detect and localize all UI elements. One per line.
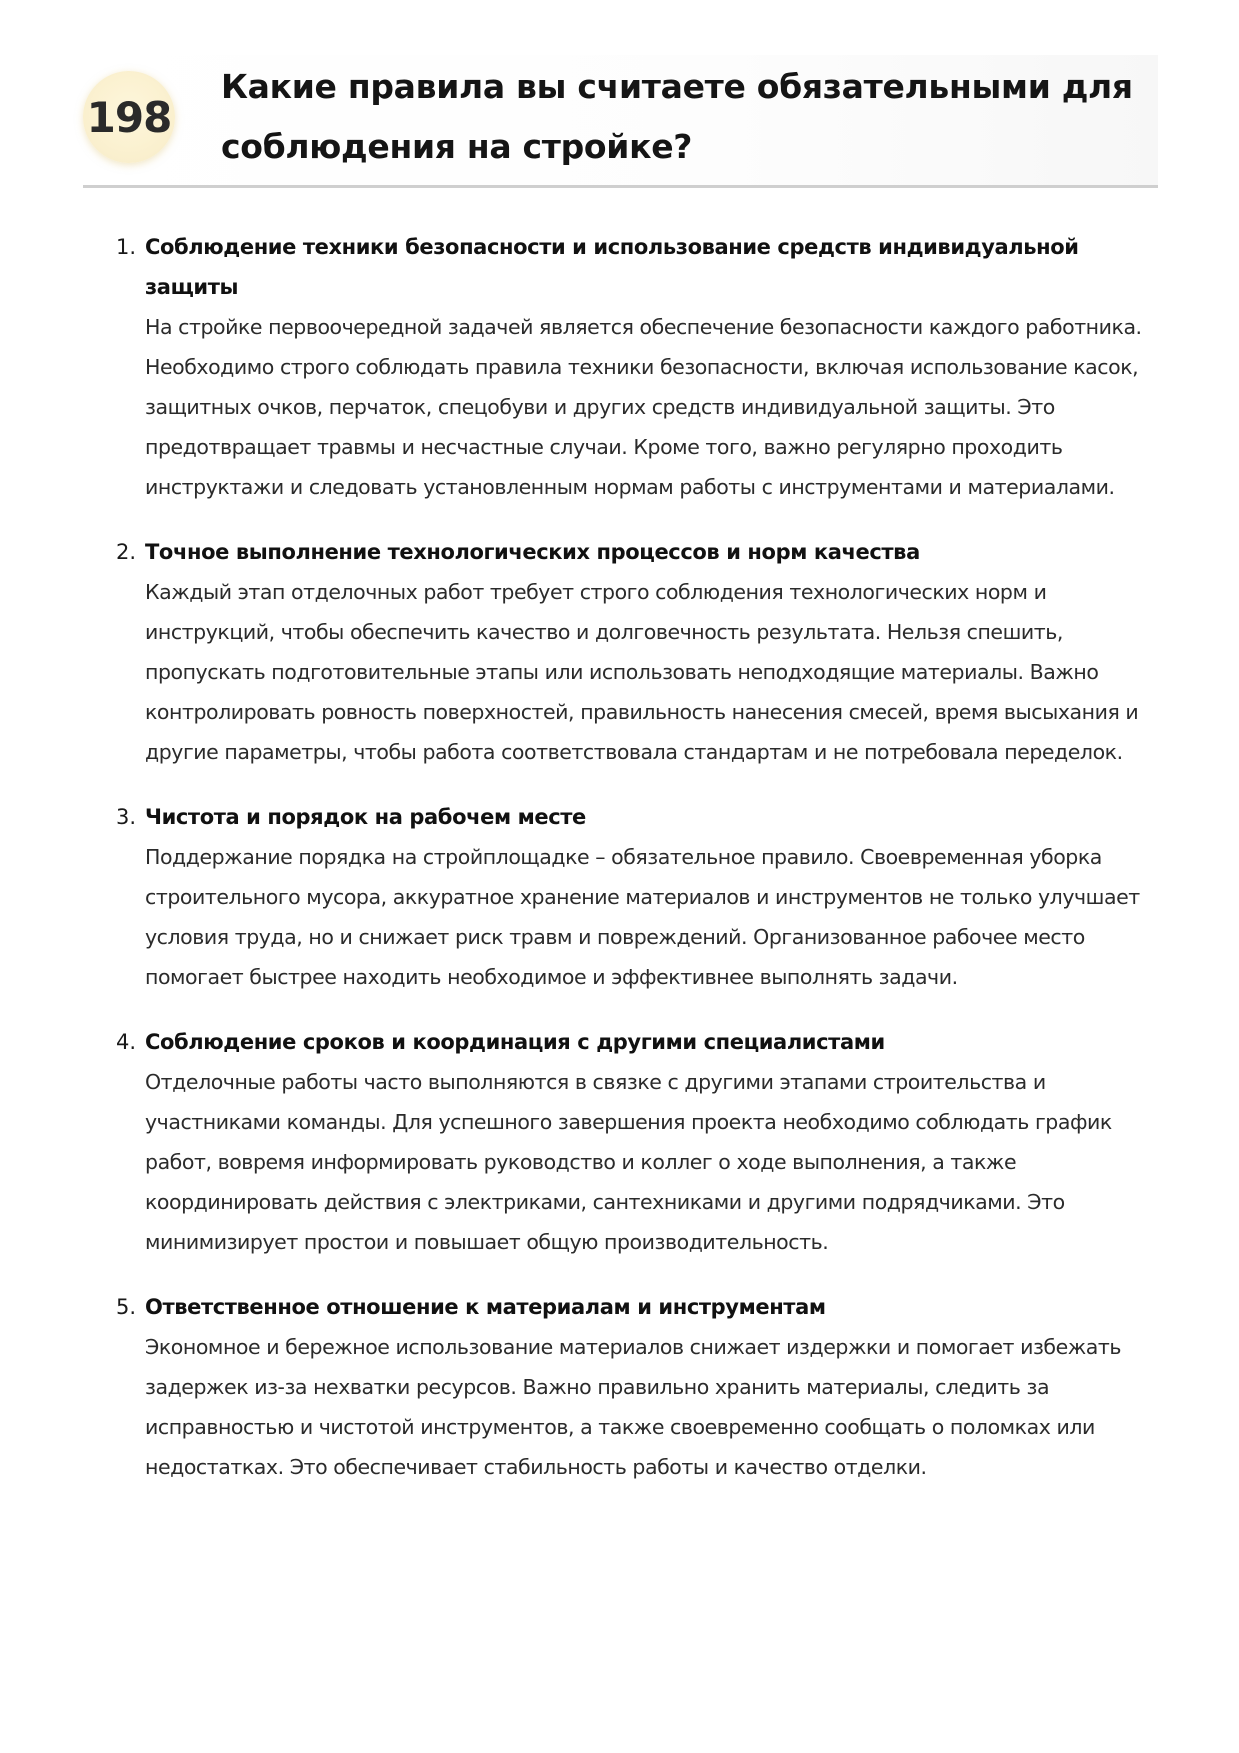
list-item-body: Экономное и бережное использование материалов снижает издержки и помогает избежать задержек из-за нехватки ресурсов. Важно правильно хранить материалы, следить за исправностью и чистотой инструментов, а также своевременно сообщать о поломках или недостатках. Это обеспечивает стабильность работы и качество отделки. xyxy=(145,1335,1122,1479)
list-item-heading: Точное выполнение технологических процессов и норм качества xyxy=(145,540,920,564)
list-item-body: Каждый этап отделочных работ требует строго соблюдения технологических норм и инструкций, чтобы обеспечить качество и долговечность результата. Нельзя спешить, пропускать подготовительные этапы или использовать неподходящие материалы. Важно контролировать ровность поверхностей, правильность нанесения смесей, время высыхания и другие параметры, чтобы работа соответствовала стандартам и не потребовала переделок. xyxy=(145,580,1139,764)
list-item-number: 1. xyxy=(116,235,137,259)
list-item-number: 2. xyxy=(116,540,137,564)
list-item-number: 5. xyxy=(116,1295,137,1319)
list-item-heading: Соблюдение сроков и координация с другими специалистами xyxy=(145,1030,885,1054)
question-title: Какие правила вы считаете обязательными для соблюдения на стройке? xyxy=(221,67,1133,166)
list-item xyxy=(110,1287,1162,1487)
question-number-badge: 198 xyxy=(83,71,175,163)
list-item-number: 3. xyxy=(116,805,137,829)
list-item xyxy=(110,227,1162,507)
list-item-body: Поддержание порядка на стройплощадке – обязательное правило. Своевременная уборка строительного мусора, аккуратное хранение материалов и инструментов не только улучшает условия труда, но и снижает риск травм и повреждений. Организованное рабочее место помогает быстрее находить необходимое и эффективнее выполнять задачи. xyxy=(145,845,1140,989)
question-header xyxy=(83,55,1158,188)
list-item-body: Отделочные работы часто выполняются в связке с другими этапами строительства и участниками команды. Для успешного завершения проекта необходимо соблюдать график работ, вовремя информировать руководство и коллег о ходе выполнения, а также координировать действия с электриками, сантехниками и другими подрядчиками. Это минимизирует простои и повышает общую производительность. xyxy=(145,1070,1112,1254)
list-item xyxy=(110,532,1162,772)
list-item-heading: Чистота и порядок на рабочем месте xyxy=(145,805,586,829)
rules-list xyxy=(110,227,1162,1512)
list-item xyxy=(110,797,1162,997)
list-item xyxy=(110,1022,1162,1262)
list-item-number: 4. xyxy=(116,1030,137,1054)
list-item-body: На стройке первоочередной задачей является обеспечение безопасности каждого работника. Необходимо строго соблюдать правила техники безопасности, включая использование касок, защитных очков, перчаток, спецобуви и других средств индивидуальной защиты. Это предотвращает травмы и несчастные случаи. Кроме того, важно регулярно проходить инструктажи и следовать установленным нормам работы с инструментами и материалами. xyxy=(145,315,1142,499)
list-item-heading: Соблюдение техники безопасности и использование средств индивидуальной защиты xyxy=(145,235,1079,299)
list-item-heading: Ответственное отношение к материалам и инструментам xyxy=(145,1295,826,1319)
